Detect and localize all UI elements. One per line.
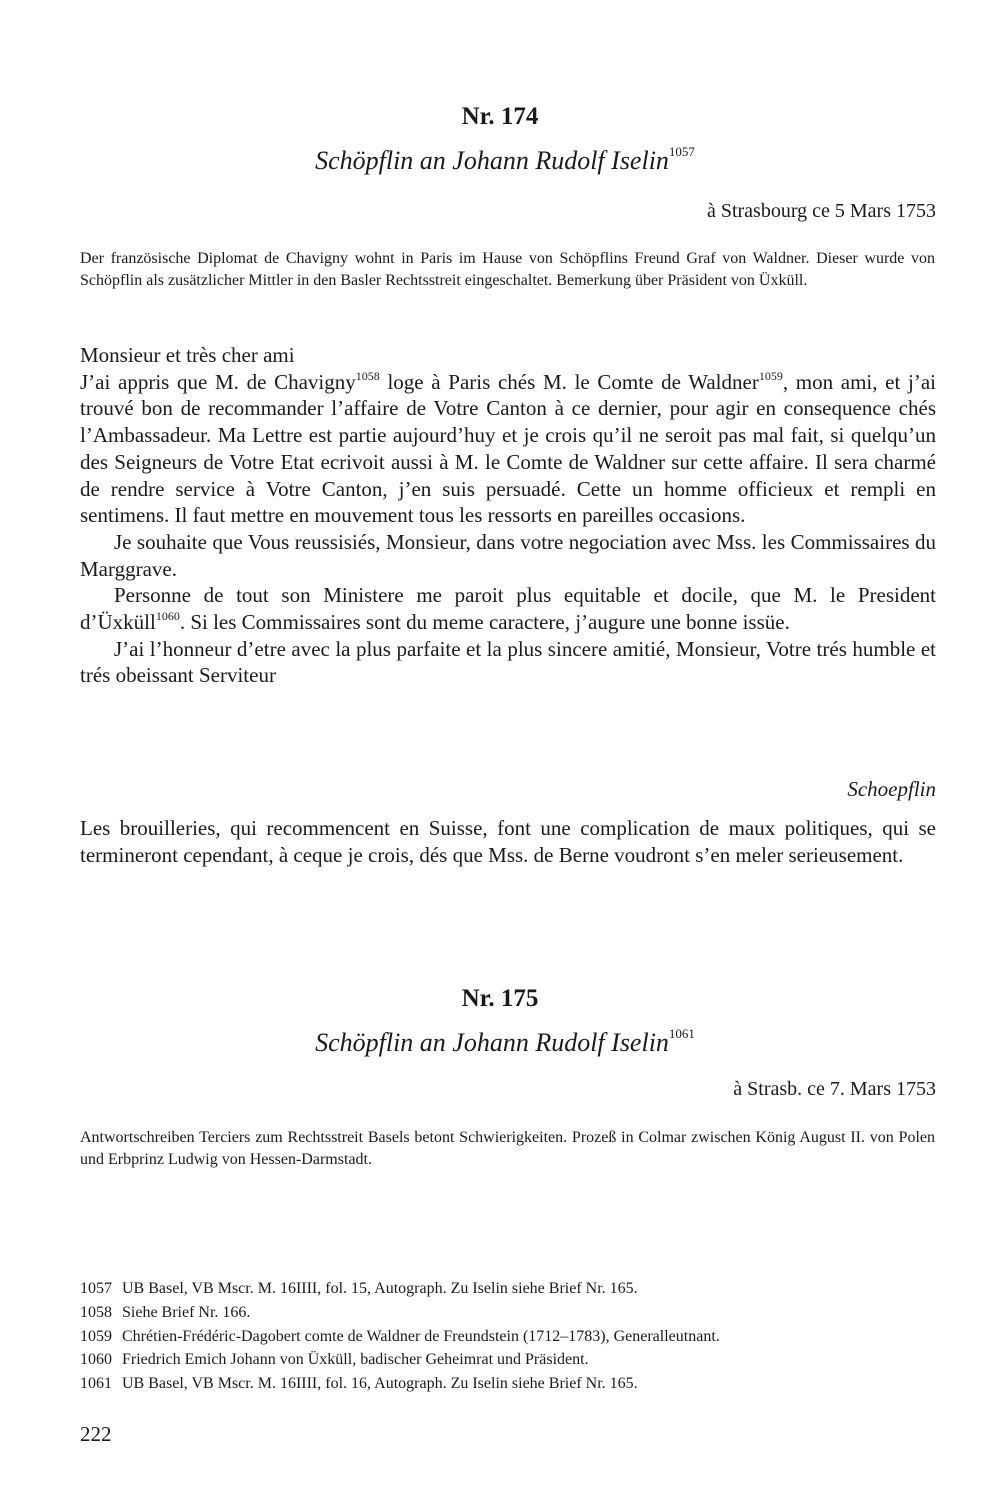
paragraph-3 (80, 582, 936, 635)
letter-174-place-date: à Strasbourg ce 5 Mars 1753 (706, 200, 936, 222)
paragraph-3-text-a: Personne de tout son Ministere me paroit plus equitable et docile, que M. le President d’Üxküll (80, 583, 936, 635)
page-number: 222 (80, 1422, 112, 1446)
footnote-text: Friedrich Emich Johann von Üxküll, badischer Geheimrat und Präsident. (122, 1351, 589, 1369)
letter-175-place-date: à Strasb. ce 7. Mars 1753 (733, 1078, 936, 1100)
paragraph-1-text-b: loge à Paris chés M. le Comte de Waldner (379, 369, 759, 394)
letter-175-summary: Antwortschreiben Terciers zum Rechtsstreit Basels betont Schwierigkeiten. Prozeß in Colmar zwischen König August II. von Polen und Erbprinz Ludwig von Hessen-Darmstadt. (80, 1129, 935, 1168)
footnote-text: Chrétien-Frédéric-Dagobert comte de Waldner de Freundstein (1712–1783), Generalleutnant. (122, 1327, 720, 1345)
footnote (80, 1301, 950, 1325)
letter-174-body (80, 342, 936, 689)
footnote-text: Siehe Brief Nr. 166. (122, 1303, 251, 1321)
footnote-text: UB Basel, VB Mscr. M. 16IIII, fol. 16, Autograph. Zu Iselin siehe Brief Nr. 165. (122, 1375, 638, 1393)
letter-175-number: Nr. 175 (461, 985, 539, 1012)
footnote (80, 1277, 950, 1301)
paragraph-1-text-a: J’ai appris que M. de Chavigny (80, 369, 356, 394)
paragraph-3-text-b: . Si les Commissaires sont du meme caractere, j’augure une bonne issüe. (179, 610, 790, 635)
footnote-number: 1059 (80, 1327, 112, 1345)
paragraph-1 (80, 369, 936, 529)
footnotes (80, 1277, 950, 1396)
footnote-text: UB Basel, VB Mscr. M. 16IIII, fol. 15, Autograph. Zu Iselin siehe Brief Nr. 165. (122, 1280, 638, 1297)
signature: Schoepflin (847, 777, 936, 801)
letter-174-title (0, 146, 1000, 176)
letter-174-title-text: Schöpflin an Johann Rudolf Iselin (315, 146, 669, 175)
letter-175-title (0, 1028, 1000, 1058)
footnote-number: 1058 (80, 1303, 112, 1321)
salutation: Monsieur et très cher ami (80, 343, 295, 367)
paragraph-2: Je souhaite que Vous reussisiés, Monsieur, dans votre negociation avec Mss. les Commissaires du Marggrave. (80, 529, 936, 581)
footnote-ref-1061: 1061 (668, 1026, 695, 1041)
letter-175-title-text: Schöpflin an Johann Rudolf Iselin (315, 1028, 669, 1057)
footnote (80, 1325, 950, 1349)
footnote-ref-1057: 1057 (668, 144, 695, 159)
footnote (80, 1372, 950, 1396)
paragraph-4: J’ai l’honneur d’etre avec la plus parfaite et la plus sincere amitié, Monsieur, Votre trés humble et trés obeissant Serviteur (80, 636, 936, 688)
footnote-ref-1059: 1059 (758, 368, 783, 383)
footnote-number: 1061 (80, 1375, 112, 1393)
letter-174-number: Nr. 174 (461, 103, 539, 130)
footnote-ref-1060: 1060 (155, 609, 180, 624)
postscript: Les brouilleries, qui recommencent en Suisse, font une complication de maux politiques, qui se termineront cependant, à ceque je crois, dés que Mss. de Berne voudront s’en meler serieusement. (80, 816, 936, 867)
footnote-number: 1057 (80, 1280, 112, 1297)
paragraph-1-text-c: , mon ami, et j’ai trouvé bon de recommander l’affaire de Votre Canton à ce dernier, pour agir en consequence chés l’Ambassadeur. Ma Lettre est partie aujourd’huy et je crois qu’il ne seroit pas mal fait, si quelqu’un des Seigneurs de Votre Etat ecrivoit aussi à M. le Comte de Waldner sur cette affaire. Il sera charmé de rendre service à Votre Canton, j’en suis persuadé. Cette un homme officieux et rempli en sentimens. Il faut mettre en mouvement tous les ressorts en pareilles occasions. (80, 369, 936, 528)
footnote-number: 1060 (80, 1351, 112, 1369)
footnote-ref-1058: 1058 (355, 368, 380, 383)
footnote (80, 1348, 950, 1372)
letter-174-summary: Der französische Diplomat de Chavigny wohnt in Paris im Hause von Schöpflins Freund Graf von Waldner. Dieser wurde von Schöpflin als zusätzlicher Mittler in den Basler Rechtsstreit eingeschaltet. Bemerkung über Präsident von Üxküll. (80, 250, 935, 289)
